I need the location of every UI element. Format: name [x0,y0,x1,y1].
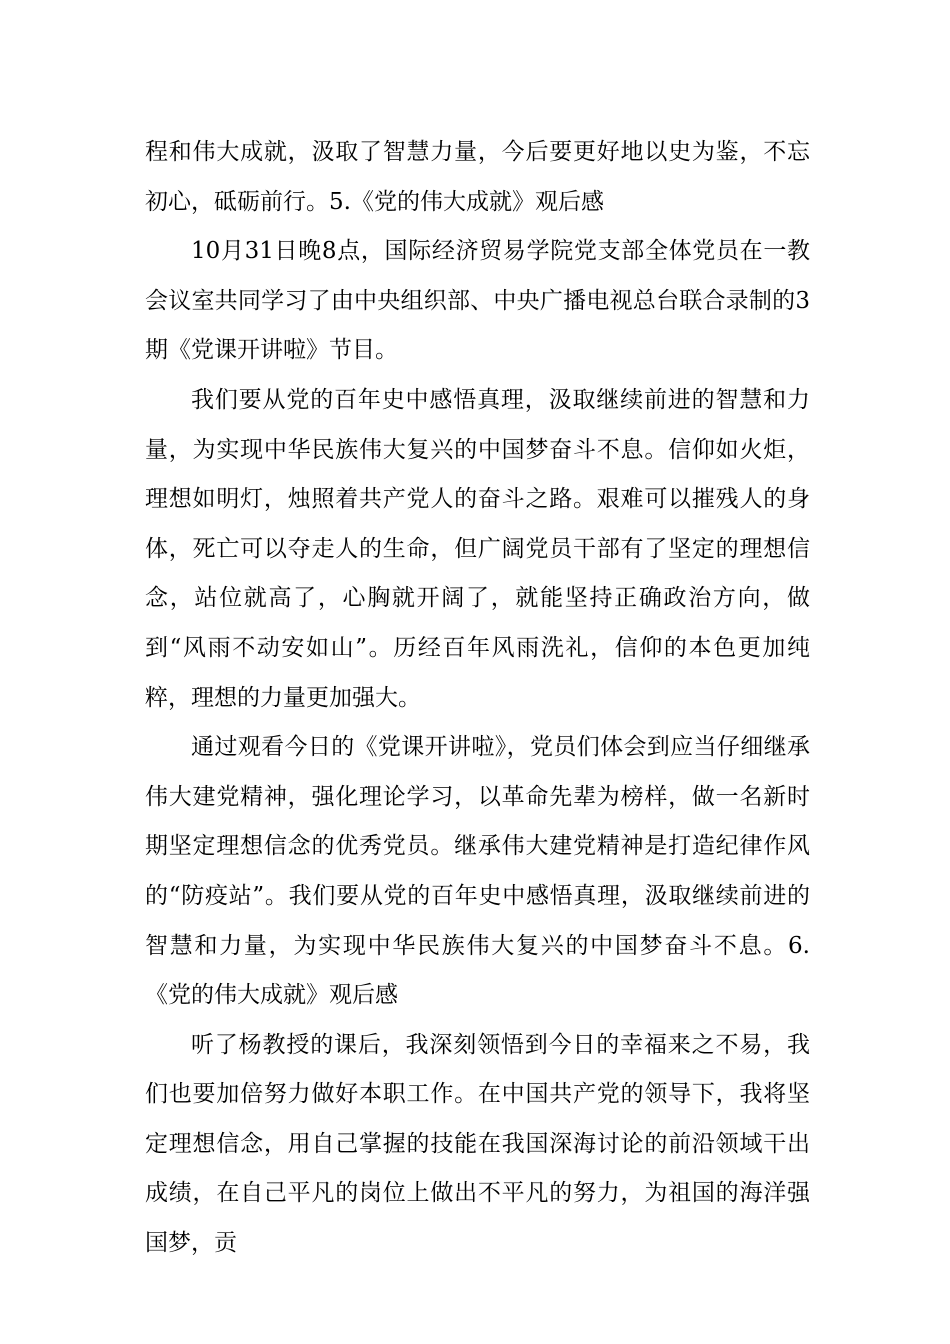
document-body [145,128,810,1269]
paragraph-4: 通过观看今日的《党课开讲啦》，党员们体会到应当仔细继承伟大建党精神，强化理论学习，以革命先辈为榜样，做一名新时期坚定理想信念的优秀党员。继承伟大建党精神是打造纪律作风的“防疫站”。我们要从党的百年史中感悟真理，汲取继续前进的智慧和力量，为实现中华民族伟大复兴的中国梦奋斗不息。6.《党的伟大成就》观后感 [145,734,810,1009]
paragraph-1: 程和伟大成就，汲取了智慧力量，今后要更好地以史为鉴，不忘初心，砥砺前行。5.《党的伟大成就》观后感 [145,139,810,215]
paragraph-3: 我们要从党的百年史中感悟真理，汲取继续前进的智慧和力量，为实现中华民族伟大复兴的中国梦奋斗不息。信仰如火炬，理想如明灯，烛照着共产党人的奋斗之路。艰难可以摧残人的身体，死亡可以夺走人的生命，但广阔党员干部有了坚定的理想信念，站位就高了，心胸就开阔了，就能坚持正确政治方向，做到“风雨不动安如山”。历经百年风雨洗礼，信仰的本色更加纯粹，理想的力量更加强大。 [145,386,810,711]
paragraph-2: 10月31日晚8点，国际经济贸易学院党支部全体党员在一教会议室共同学习了由中央组织部、中央广播电视总台联合录制的3期《党课开讲啦》节目。 [145,238,810,364]
paragraph-5: 听了杨教授的课后，我深刻领悟到今日的幸福来之不易，我们也要加倍努力做好本职工作。在中国共产党的领导下，我将坚定理想信念，用自己掌握的技能在我国深海讨论的前沿领域干出成绩，在自己平凡的岗位上做出不平凡的努力，为祖国的海洋强国梦，贡 [145,1031,810,1257]
